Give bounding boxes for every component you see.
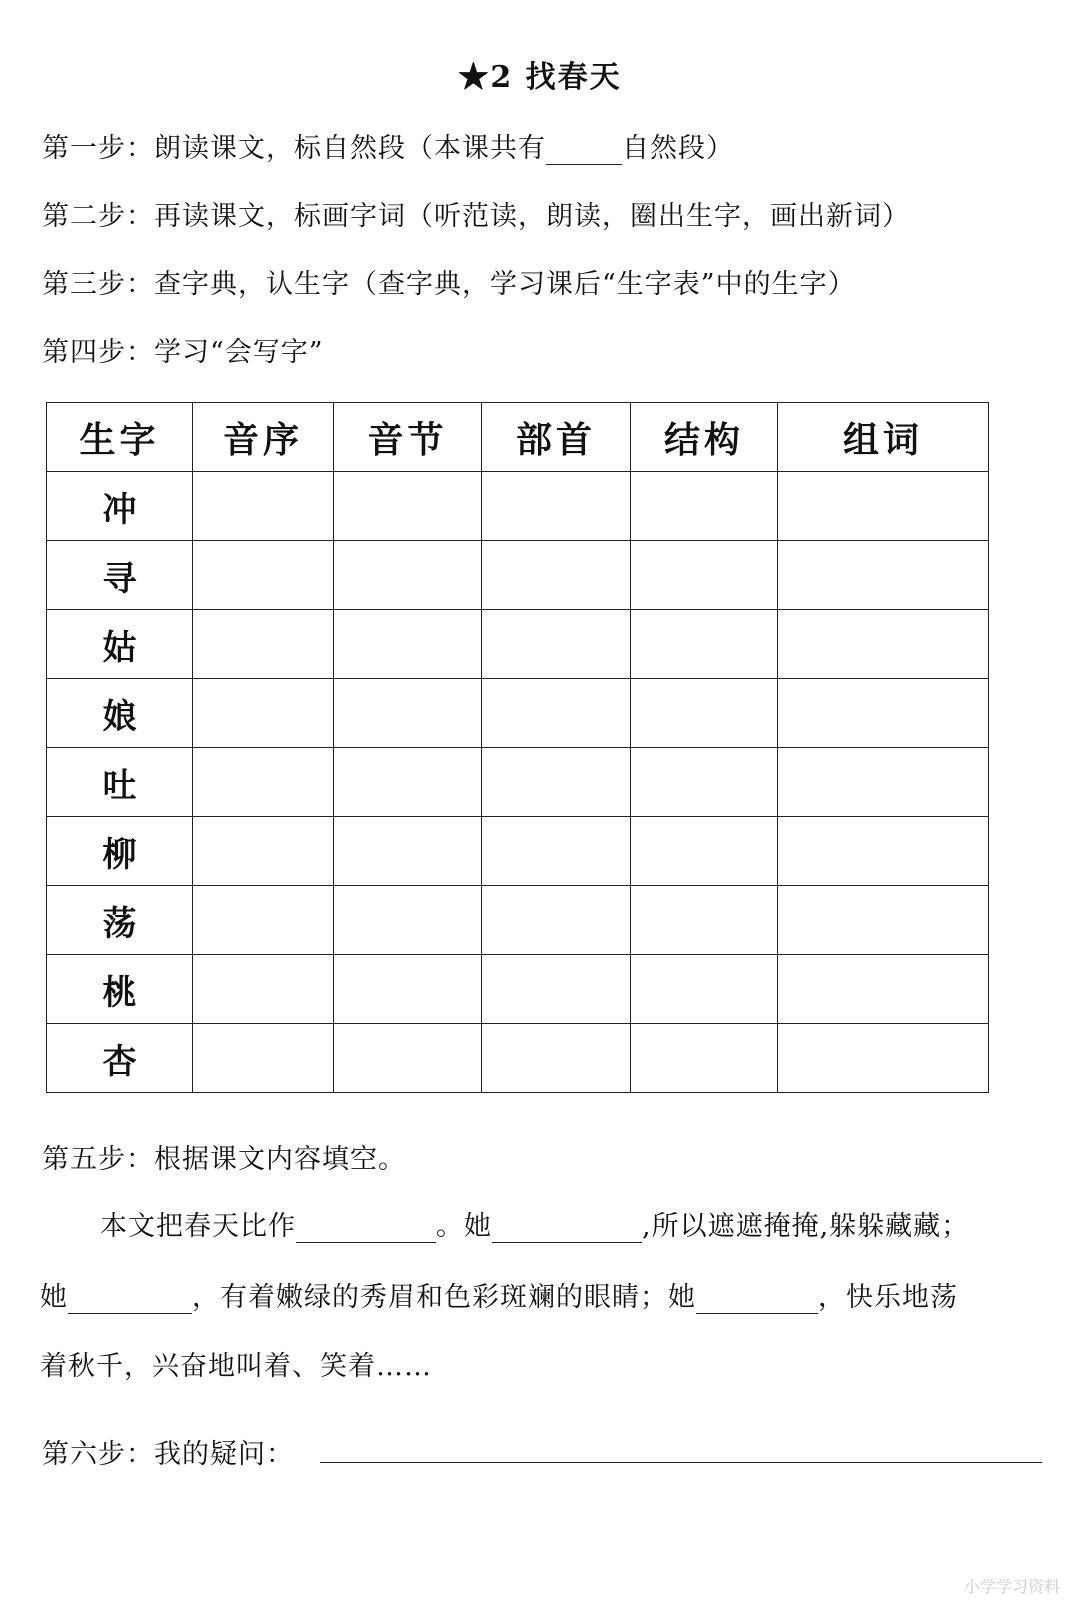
answer-cell[interactable] [482,679,631,748]
fill-line-1 [100,1204,969,1243]
worksheet-title: ★2 找春天 [458,60,622,95]
answer-cell[interactable] [482,886,631,955]
answer-cell[interactable] [631,610,778,679]
answer-cell[interactable] [193,748,334,817]
answer-cell[interactable] [482,541,631,610]
watermark: 小学学习资料 [963,1577,1060,1596]
char-cell: 寻 [47,541,193,610]
answer-cell[interactable] [193,541,334,610]
answer-cell[interactable] [334,817,482,886]
answer-cell[interactable] [334,748,482,817]
answer-cell[interactable] [334,472,482,541]
answer-cell[interactable] [631,748,778,817]
header-radical: 部首 [482,403,631,472]
answer-cell[interactable] [334,610,482,679]
answer-cell[interactable] [193,610,334,679]
character-table [46,402,989,1093]
answer-cell[interactable] [334,679,482,748]
answer-cell[interactable] [631,886,778,955]
table-header-row [47,403,989,472]
question-answer-line[interactable] [320,1462,1042,1463]
char-cell: 吐 [47,748,193,817]
answer-cell[interactable] [334,541,482,610]
answer-cell[interactable] [778,541,989,610]
answer-cell[interactable] [778,817,989,886]
answer-cell[interactable] [193,955,334,1024]
fill-text: 。她 [436,1211,492,1242]
header-word-group: 组词 [778,403,989,472]
fill-text: 本文把春天比作 [100,1211,296,1242]
char-cell: 桃 [47,955,193,1024]
answer-cell[interactable] [193,679,334,748]
char-cell: 杏 [47,1024,193,1093]
table-row [47,472,989,541]
answer-cell[interactable] [482,748,631,817]
answer-cell[interactable] [631,541,778,610]
char-cell: 柳 [47,817,193,886]
fill-blank[interactable] [696,1283,818,1314]
step-2: 第二步：再读课文，标画字词（听范读，朗读，圈出生字，画出新词） [42,201,910,232]
answer-cell[interactable] [631,955,778,1024]
answer-cell[interactable] [193,472,334,541]
char-cell: 娘 [47,679,193,748]
answer-cell[interactable] [482,472,631,541]
answer-cell[interactable] [631,817,778,886]
header-character: 生字 [47,403,193,472]
table-row [47,541,989,610]
header-syllable: 音节 [334,403,482,472]
fill-blank[interactable] [296,1212,436,1243]
answer-cell[interactable] [631,472,778,541]
answer-cell[interactable] [482,817,631,886]
table-row [47,748,989,817]
fill-text: 她 [40,1282,68,1313]
fill-text: ，有着嫩绿的秀眉和色彩斑斓的眼睛；她 [192,1282,696,1313]
fill-blank[interactable] [68,1283,192,1314]
char-cell: 冲 [47,472,193,541]
fill-blank[interactable] [492,1212,642,1243]
answer-cell[interactable] [482,1024,631,1093]
char-cell: 姑 [47,610,193,679]
fill-line-3: 着秋千，兴奋地叫着、笑着…… [40,1351,432,1382]
header-phonetic-order: 音序 [193,403,334,472]
step-1 [42,126,734,165]
step-1-text-end: 自然段） [622,133,734,164]
table-row [47,817,989,886]
answer-cell[interactable] [778,610,989,679]
answer-cell[interactable] [778,886,989,955]
answer-cell[interactable] [193,1024,334,1093]
answer-cell[interactable] [334,955,482,1024]
table-row [47,679,989,748]
step-1-text: 第一步：朗读课文，标自然段（本课共有 [42,133,546,164]
table-row [47,955,989,1024]
answer-cell[interactable] [193,886,334,955]
answer-cell[interactable] [631,1024,778,1093]
paragraph-count-blank[interactable] [546,134,622,165]
answer-cell[interactable] [334,886,482,955]
step-6: 第六步：我的疑问： [42,1439,294,1470]
answer-cell[interactable] [778,1024,989,1093]
fill-text: ,所以遮遮掩掩,躲躲藏藏； [642,1211,970,1242]
fill-line-2 [40,1275,958,1314]
table-row [47,886,989,955]
answer-cell[interactable] [778,679,989,748]
char-cell: 荡 [47,886,193,955]
header-structure: 结构 [631,403,778,472]
step-5: 第五步：根据课文内容填空。 [42,1144,406,1175]
table-row [47,610,989,679]
answer-cell[interactable] [778,955,989,1024]
answer-cell[interactable] [778,472,989,541]
fill-text: ，快乐地荡 [818,1282,958,1313]
answer-cell[interactable] [482,610,631,679]
answer-cell[interactable] [482,955,631,1024]
answer-cell[interactable] [334,1024,482,1093]
step-3: 第三步：查字典，认生字（查字典，学习课后“生字表”中的生字） [42,269,856,300]
answer-cell[interactable] [193,817,334,886]
answer-cell[interactable] [631,679,778,748]
step-4: 第四步：学习“会写字” [42,337,324,368]
table-row [47,1024,989,1093]
answer-cell[interactable] [778,748,989,817]
